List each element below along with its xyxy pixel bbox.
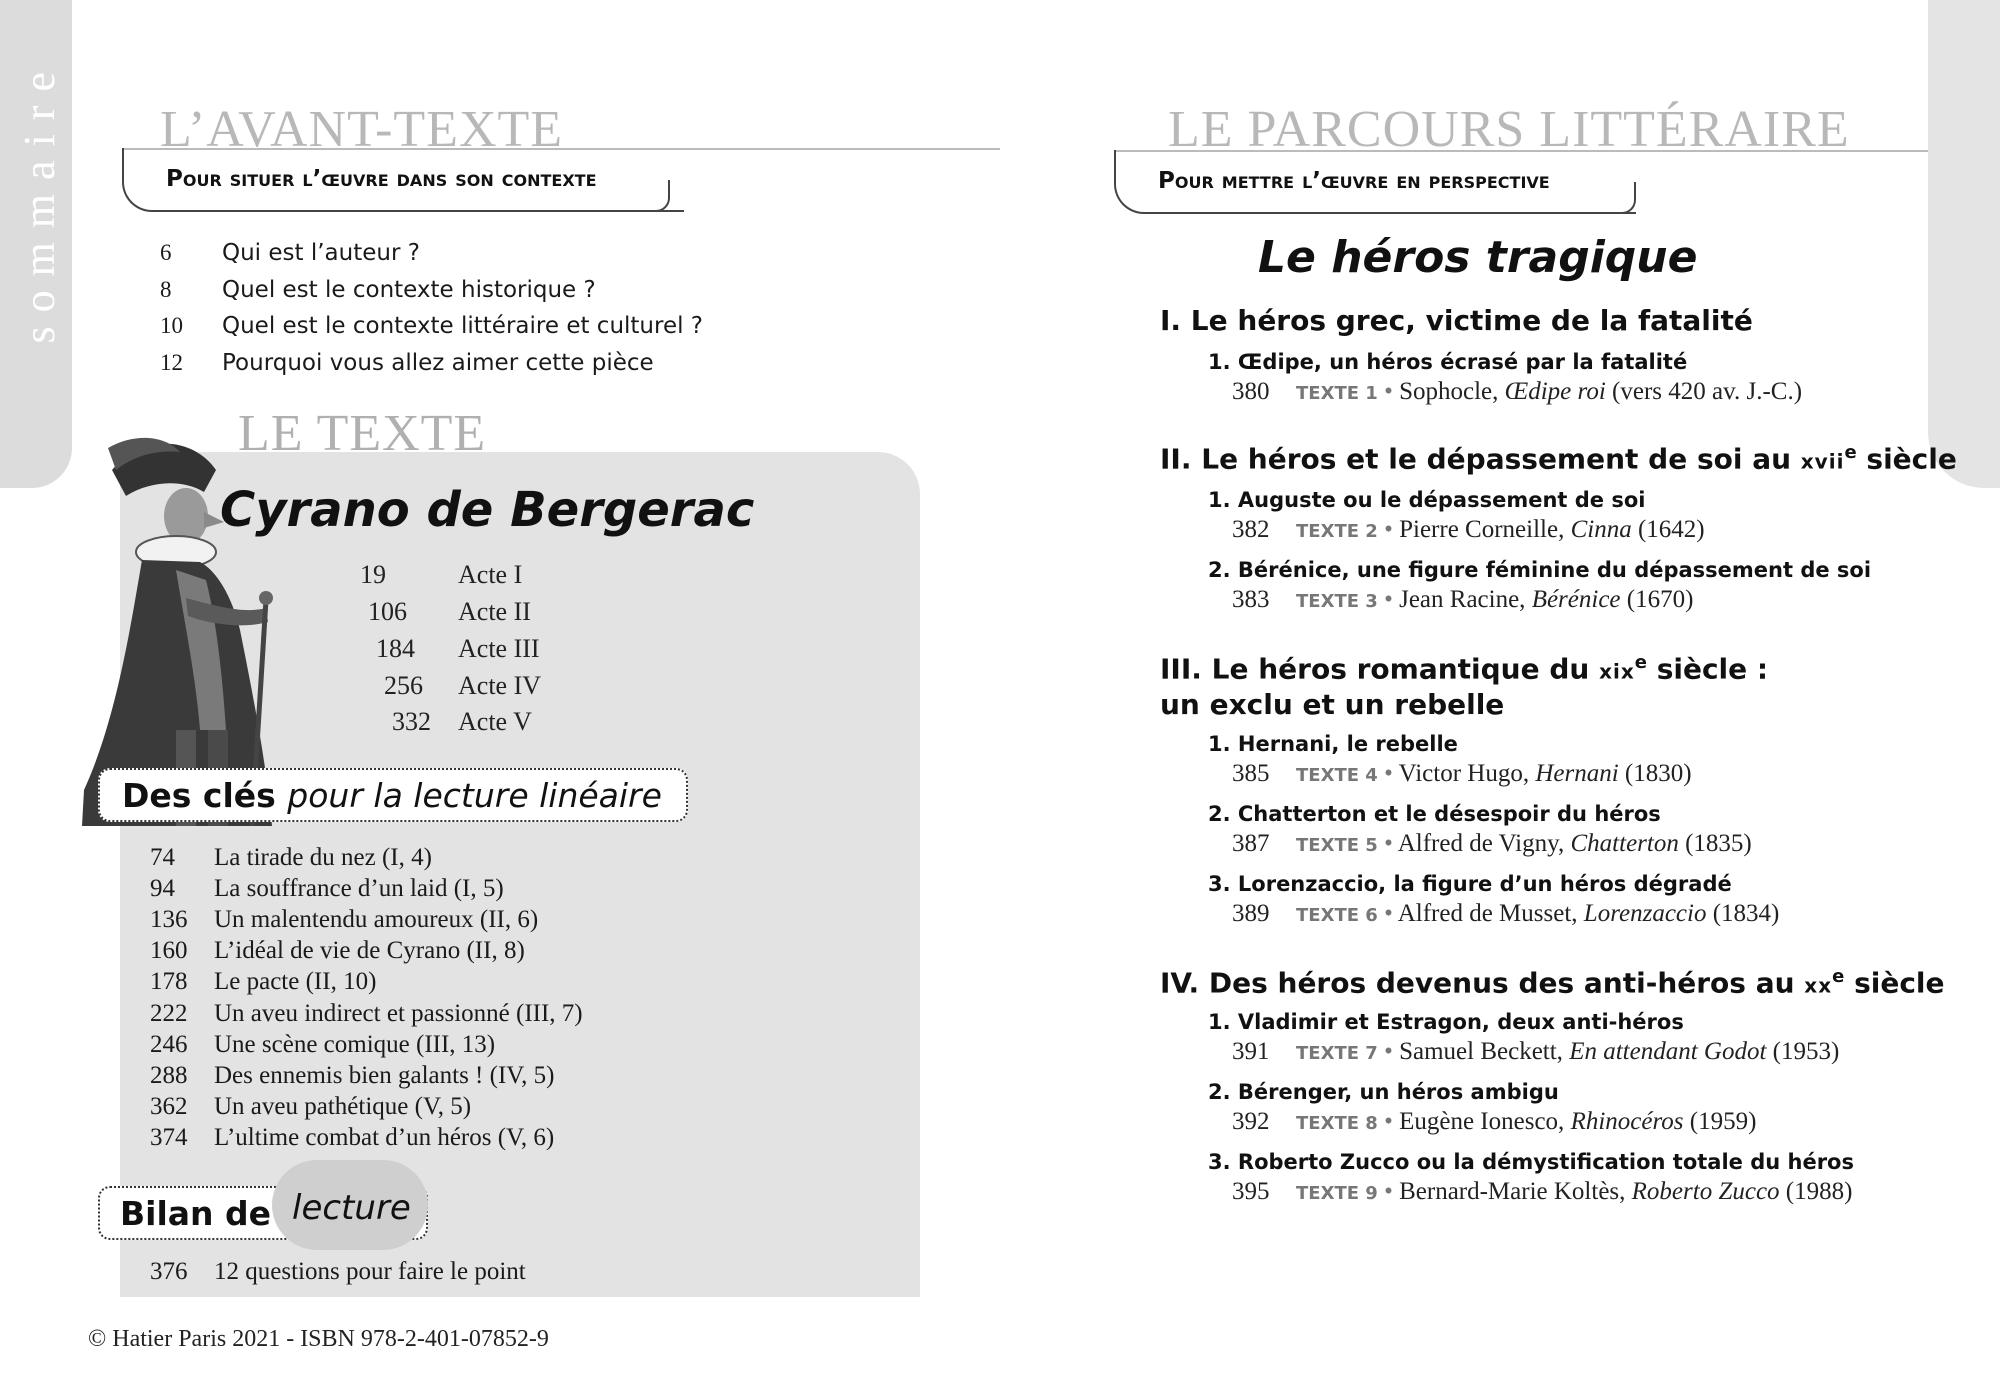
- side-tab-left: [0, 0, 72, 488]
- heros-tragique-title: Le héros tragique: [1258, 232, 1698, 283]
- texte-row[interactable]: 382 TEXTE 2 • Pierre Corneille, Cinna (1642): [1232, 516, 1705, 543]
- part-title[interactable]: IV. Des héros devenus des anti-héros au $xx^e$ siècle: [1160, 966, 1945, 1000]
- avant-texte-heading: L’AVANT-TEXTE: [160, 101, 564, 158]
- banner-tail: [1620, 182, 1636, 214]
- bilan-lecture-word: lecture: [292, 1188, 411, 1228]
- avant-texte-banner-label: Pour situer l’œuvre dans son contexte: [166, 166, 597, 192]
- toc-item[interactable]: 6 Qui est l’auteur ?: [160, 240, 420, 266]
- copyright-notice: © Hatier Paris 2021 - ISBN 978-2-401-07852-9: [88, 1326, 549, 1352]
- cyrano-title: Cyrano de Bergerac: [220, 482, 755, 538]
- cle-item[interactable]: 160 L’idéal de vie de Cyrano (II, 8): [150, 937, 525, 964]
- side-tab-right: [1928, 0, 2000, 488]
- sub-title[interactable]: 3. Lorenzaccio, la figure d’un héros dégradé: [1208, 872, 1732, 896]
- bilan-item[interactable]: 376 12 questions pour faire le point: [150, 1258, 526, 1285]
- texte-row[interactable]: 387 TEXTE 5 • Alfred de Vigny, Chatterton (1835): [1232, 830, 1752, 857]
- cle-item[interactable]: 246 Une scène comique (III, 13): [150, 1031, 496, 1058]
- cle-item[interactable]: 94 La souffrance d’un laid (I, 5): [150, 875, 504, 902]
- sub-title[interactable]: 1. Vladimir et Estragon, deux anti-héros: [1208, 1010, 1684, 1034]
- texte-row[interactable]: 391 TEXTE 7 • Samuel Beckett, En attendant Godot (1953): [1232, 1038, 1840, 1065]
- le-texte-heading: LE TEXTE: [238, 405, 487, 462]
- sub-title[interactable]: 1. Hernani, le rebelle: [1208, 732, 1458, 756]
- texte-row[interactable]: 392 TEXTE 8 • Eugène Ionesco, Rhinocéros (1959): [1232, 1108, 1757, 1135]
- texte-row[interactable]: 395 TEXTE 9 • Bernard-Marie Koltès, Roberto Zucco (1988): [1232, 1178, 1853, 1205]
- cle-item[interactable]: 362 Un aveu pathétique (V, 5): [150, 1093, 472, 1120]
- sub-title[interactable]: 2. Chatterton et le désespoir du héros: [1208, 802, 1661, 826]
- cle-item[interactable]: 178 Le pacte (II, 10): [150, 968, 377, 995]
- cle-item[interactable]: 74 La tirade du nez (I, 4): [150, 844, 432, 871]
- part-title[interactable]: II. Le héros et le dépassement de soi au xvii$^e$ siècle: [1160, 442, 1957, 476]
- sub-title[interactable]: 3. Roberto Zucco ou la démystification totale du héros: [1208, 1150, 1854, 1174]
- toc-item[interactable]: 8 Quel est le contexte historique ?: [160, 277, 596, 303]
- texte-row[interactable]: 383 TEXTE 3 • Jean Racine, Bérénice (1670): [1232, 586, 1694, 613]
- cles-lecture-label: Des clés pour la lecture linéaire: [98, 768, 688, 822]
- cle-item[interactable]: 288 Des ennemis bien galants ! (IV, 5): [150, 1062, 555, 1089]
- sub-title[interactable]: 1. Auguste ou le dépassement de soi: [1208, 488, 1646, 512]
- parcours-heading: LE PARCOURS LITTÉRAIRE: [1168, 101, 1850, 158]
- part-title-line2: un exclu et un rebelle: [1160, 688, 1505, 721]
- banner-tail: [654, 180, 670, 212]
- bilan-lecture-label: Bilan de: [98, 1186, 428, 1240]
- texte-row[interactable]: 385 TEXTE 4 • Victor Hugo, Hernani (1830): [1232, 760, 1692, 787]
- toc-item[interactable]: 10 Quel est le contexte littéraire et culturel ?: [160, 313, 704, 339]
- sub-title[interactable]: 2. Bérenger, un héros ambigu: [1208, 1080, 1559, 1104]
- part-title[interactable]: III. Le héros romantique du xix$^e$ siècle :: [1160, 652, 1769, 686]
- texte-row[interactable]: 389 TEXTE 6 • Alfred de Musset, Lorenzaccio (1834): [1232, 900, 1780, 927]
- side-tab-label: sommaire: [15, 58, 64, 344]
- parcours-banner-label: Pour mettre l’œuvre en perspective: [1158, 168, 1550, 194]
- sub-title[interactable]: 1. Œdipe, un héros écrasé par la fatalité: [1208, 350, 1688, 374]
- part-title[interactable]: I. Le héros grec, victime de la fatalité: [1160, 304, 1753, 337]
- parcours-banner: [1114, 150, 1636, 214]
- toc-item[interactable]: 12 Pourquoi vous allez aimer cette pièce: [160, 350, 654, 376]
- texte-row[interactable]: 380 TEXTE 1 • Sophocle, Œdipe roi (vers 420 av. J.-C.): [1232, 378, 1803, 405]
- avant-texte-banner: [122, 148, 684, 212]
- cle-item[interactable]: 222 Un aveu indirect et passionné (III, 7): [150, 1000, 583, 1027]
- cle-item[interactable]: 136 Un malentendu amoureux (II, 6): [150, 906, 539, 933]
- sub-title[interactable]: 2. Bérénice, une figure féminine du dépassement de soi: [1208, 558, 1872, 582]
- cle-item[interactable]: 374 L’ultime combat d’un héros (V, 6): [150, 1124, 555, 1151]
